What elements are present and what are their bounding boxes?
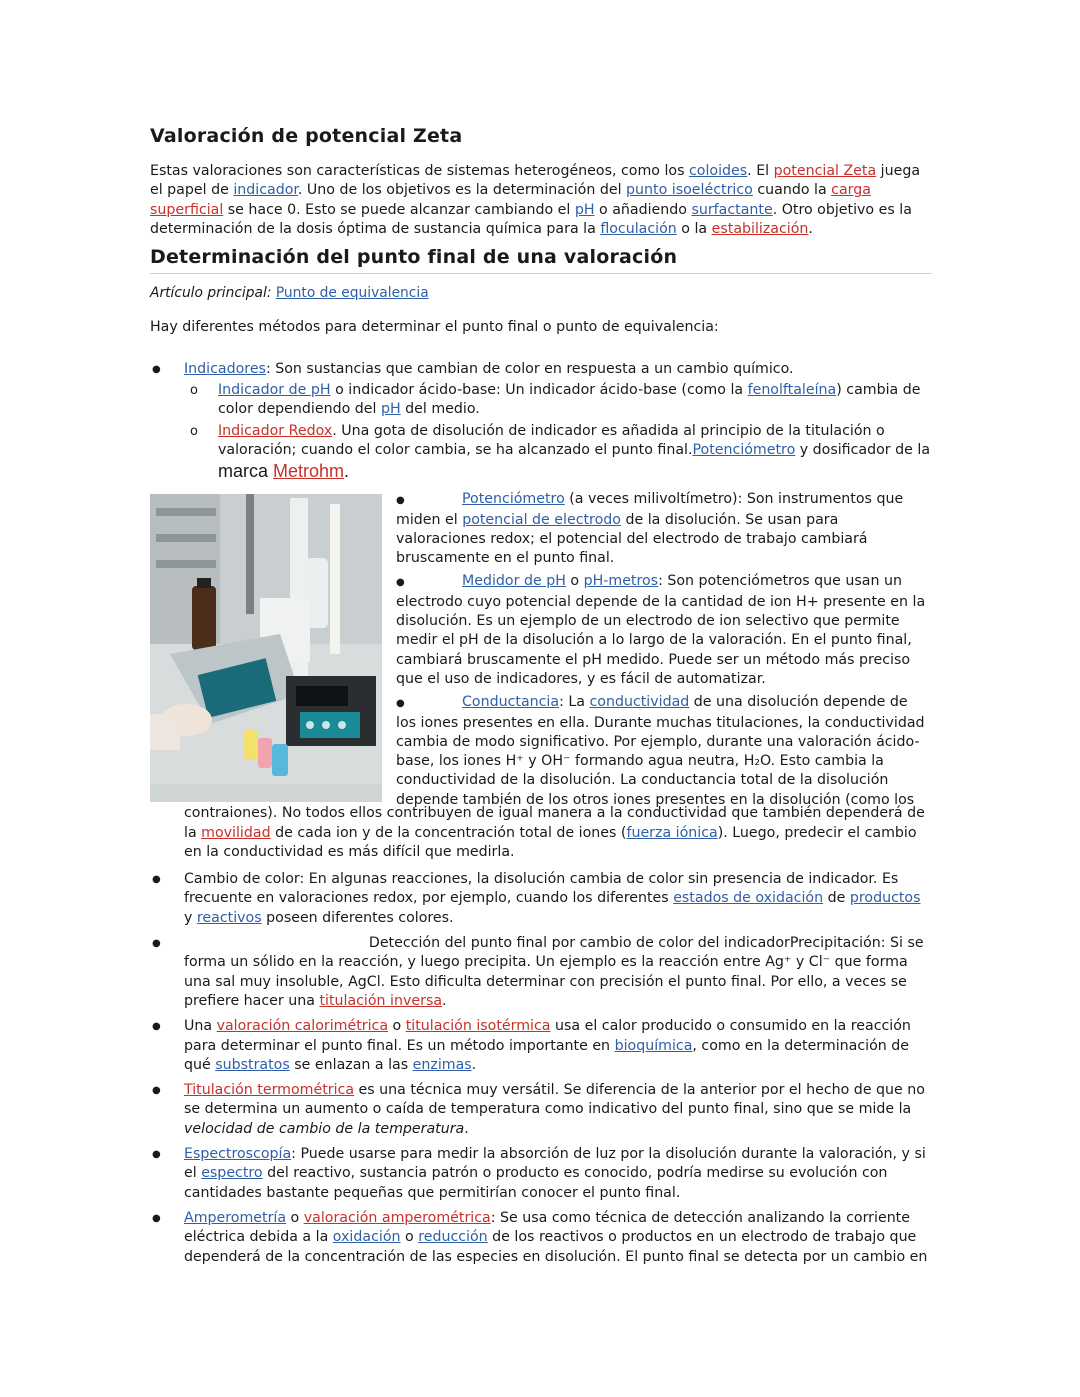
text-run: o la [676, 220, 712, 237]
italic-text: velocidad de cambio de la temperatura [184, 1120, 465, 1137]
inline-link[interactable]: productos [849, 890, 921, 907]
inline-link[interactable]: Indicador Redox [218, 422, 333, 439]
conductancia-text [396, 694, 925, 807]
list-item-conductancia [396, 693, 932, 810]
section-title-zeta: Valoración de potencial Zeta [150, 125, 463, 147]
text-run: contraiones). No todos ellos contribuyen de igual manera a la conductividad que también dependerá de la [184, 805, 925, 841]
metrohm-titrator-photo [150, 494, 382, 802]
inline-link[interactable]: reactivos [196, 909, 262, 926]
text-run: o [286, 1209, 304, 1226]
marca-label: marca [218, 461, 274, 482]
inline-link[interactable]: estabilización [711, 220, 809, 237]
text-run: . [464, 1120, 469, 1137]
list-item-ph-meter [396, 572, 932, 689]
text-run: de [823, 890, 850, 907]
photo-block [150, 490, 932, 808]
conductancia-continuation [150, 804, 932, 862]
marca-period: . [344, 461, 350, 482]
inline-link[interactable]: Indicador de pH [218, 382, 331, 399]
metrohm-line [218, 460, 932, 482]
indicadores-text [184, 361, 794, 377]
text-run: . Otro objetivo es la determinación de la dosis óptima de sustancia química para la [150, 201, 912, 237]
inline-link[interactable]: floculación [600, 220, 677, 237]
inline-link[interactable]: titulación isotérmica [405, 1018, 551, 1035]
text-run: ). Luego, predecir el cambio en la conductividad es más difícil que medirla. [184, 824, 917, 860]
text-run: : Son sustancias que cambian de color en respuesta a un cambio químico. [265, 360, 794, 377]
bullet-icon: ● [396, 495, 405, 507]
text-run: (a veces milivoltímetro): Son instrumentos que miden el [396, 491, 904, 528]
list-item-amperometria [150, 1209, 932, 1267]
text-run: . Una gota de disolución de indicador es añadida al principio de la titulación o valoración; cuando el color cambia, se ha alcanzado el punto final. [218, 422, 885, 458]
document-page [150, 124, 932, 1273]
text-run: y [184, 909, 197, 926]
inline-link[interactable]: potencial Zeta [773, 163, 877, 179]
methods-list-continued [150, 870, 932, 1267]
text-run: juega el papel de [150, 163, 921, 199]
inline-link[interactable]: Medidor de pH [462, 573, 566, 590]
text-run: del medio. [400, 401, 480, 418]
intro-paragraph: Hay diferentes métodos para determinar el punto final o punto de equivalencia: [150, 319, 719, 336]
list-item-calorimetrica [150, 1017, 932, 1075]
inline-link[interactable]: reducción [418, 1229, 488, 1246]
text-run: Detección del punto final por cambio de color del indicadorPrecipitación: Si se forma un sólido en la reacción, y luego precipita. Un ejemplo es la reacción entre Ag⁺ y Cl⁻ que forma una sal muy insoluble, AgCl. Esto dificulta determinar con precisión el punto final. Por ello, a veces se prefiere hacer una [184, 935, 929, 1009]
inline-link[interactable]: potencial de electrodo [462, 511, 621, 528]
inline-link[interactable]: fuerza iónica [626, 824, 718, 841]
inline-link[interactable]: indicador [233, 182, 298, 199]
text-run: ) cambia de color dependiendo del [218, 382, 921, 418]
text-run: es una técnica muy versátil. Se diferencia de la anterior por el hecho de que no se determina un aumento o caída de temperatura como indicativo del punto final, sino que se mide la [184, 1082, 925, 1118]
text-run: Estas valoraciones son características de sistemas heterogéneos, como los [150, 163, 689, 179]
zeta-paragraph [150, 162, 932, 239]
text-run: : Se usa como técnica de detección analizando la corriente eléctrica debida a la [184, 1209, 910, 1246]
list-item-precipitacion [150, 934, 932, 1011]
main-article-note [150, 284, 932, 303]
text-run: o [388, 1018, 406, 1035]
inline-link[interactable]: titulación inversa [319, 992, 443, 1009]
list-item-termometrica [150, 1081, 932, 1139]
main-article-label: Artículo principal: [150, 285, 272, 302]
text-run: de los reactivos o productos en un electrodo de trabajo que dependerá de la concentración de las especies en disolución. El punto final se detecta por un cambio en [184, 1229, 928, 1265]
text-run: y dosificador de la [795, 441, 931, 458]
inline-link[interactable]: pH [380, 401, 401, 418]
text-run: . [471, 1056, 477, 1073]
text-run: : La [559, 694, 590, 711]
inline-link[interactable]: bioquímica [614, 1037, 693, 1054]
inline-link[interactable]: fenolftaleína [747, 382, 837, 399]
inline-link[interactable]: carga superficial [150, 182, 871, 218]
text-run: de la disolución. Se usan para valoraciones redox; el potencial del electrodo de trabajo cambiará bruscamente en el punto final. [396, 511, 868, 567]
text-run: : Son potenciómetros que usan un electrodo cuyo potencial depende de la cantidad de ion H+ presente en la disolución. Es un ejemplo de un electrodo de ion selectivo que permite medir el pH de la disolución a lo largo de la valoración. En el punto final, cambiará bruscamente el pH medido. Puede ser un método más preciso que el uso de indicadores, y es fácil de automatizar. [396, 573, 926, 687]
list-item-cambio-color [150, 870, 932, 928]
inline-link[interactable]: Titulación termométrica [184, 1082, 355, 1099]
section-title-endpoint: Determinación del punto final de una valoración [150, 245, 932, 274]
inline-link[interactable]: movilidad [201, 824, 271, 841]
text-run: o añadiendo [594, 201, 692, 218]
text-run: se enlazan a las [289, 1056, 413, 1073]
main-article-link[interactable]: Punto de equivalencia [275, 285, 429, 302]
inline-link[interactable]: oxidación [332, 1229, 401, 1246]
inline-link[interactable]: Espectroscopía [184, 1146, 292, 1163]
sublist-item-ph [184, 381, 932, 420]
inline-link[interactable]: Amperometría [184, 1209, 287, 1226]
potenciometro-text [396, 491, 903, 566]
ph-meter-text [396, 573, 925, 686]
text-run: . El [747, 163, 774, 179]
inline-link[interactable]: estados de oxidación [673, 890, 824, 907]
inline-link[interactable]: Potenciómetro [462, 491, 565, 508]
text-run: usa el calor producido o consumido en la reacción para determinar el punto final. Es un método importante en [184, 1018, 911, 1054]
text-run: . Uno de los objetivos es la determinación del [297, 182, 627, 199]
text-run: o [565, 573, 584, 590]
list-item-espectroscopia [150, 1145, 932, 1203]
inline-link[interactable]: Conductancia [462, 694, 560, 711]
list-item-indicadores [150, 360, 932, 482]
bullet-icon: ● [396, 577, 405, 589]
inline-link[interactable]: surfactante [691, 201, 773, 218]
sublist-item-redox [184, 422, 932, 483]
text-run: o [400, 1229, 419, 1246]
text-run: : Puede usarse para medir la absorción de luz por la disolución durante la valoración, y si el [184, 1146, 926, 1182]
text-run: del reactivo, sustancia patrón o producto es conocido, podría medirse su evolución con cantidades bastante pequeñas que permitirían conocer el punto final. [184, 1165, 888, 1201]
inline-link[interactable]: Potenciómetro [692, 441, 796, 458]
inline-link[interactable]: enzimas [412, 1056, 472, 1073]
text-run: de cada ion y de la concentración total de iones ( [270, 824, 627, 841]
text-run: o indicador ácido-base: Un indicador ácido-base (como la [330, 382, 748, 399]
redox-text [218, 423, 930, 458]
instrument-methods [396, 490, 932, 810]
bullet-icon: ● [396, 698, 405, 710]
text-run: . [808, 220, 813, 237]
text-run: cuando la [752, 182, 832, 199]
text-run: , como en la determinación de qué [184, 1037, 909, 1073]
indicator-sublist [184, 381, 932, 482]
methods-list [150, 360, 932, 482]
inline-link[interactable]: coloides [689, 163, 748, 179]
inline-link[interactable]: punto isoeléctrico [626, 182, 753, 199]
inline-link[interactable]: pH [574, 201, 595, 218]
text-run: Una [184, 1018, 217, 1035]
text-run: Cambio de color: En algunas reacciones, la disolución cambia de color sin presencia de indicador. Es frecuente en valoraciones redox, por ejemplo, cuando los diferentes [184, 871, 899, 907]
text-run: poseen diferentes colores. [261, 909, 454, 926]
text-run: de una disolución depende de los iones presentes en ella. Durante muchas titulaciones, la conductividad cambia de modo significativo. Por ejemplo, durante una valoración ácido-base, los iones H⁺ y OH⁻ formando agua neutra, H₂O. Esto cambia la conductividad de la disolución. La conductancia total de la disolución depende también de los otros iones presentes en la disolución (como los [396, 694, 925, 808]
inline-link[interactable]: conductividad [589, 694, 690, 711]
text-run: se hace 0. Esto se puede alcanzar cambiando el [223, 201, 575, 218]
metrohm-link[interactable]: Metrohm [273, 461, 345, 482]
inline-link[interactable]: valoración calorimétrica [216, 1018, 389, 1035]
inline-link[interactable]: espectro [201, 1165, 263, 1182]
list-item-potenciometro [396, 490, 932, 568]
inline-link[interactable]: valoración amperométrica [303, 1209, 491, 1226]
inline-link[interactable]: Indicadores [184, 360, 266, 377]
inline-link[interactable]: pH-metros [583, 573, 659, 590]
text-run: . [442, 992, 447, 1009]
inline-link[interactable]: substratos [215, 1056, 290, 1073]
